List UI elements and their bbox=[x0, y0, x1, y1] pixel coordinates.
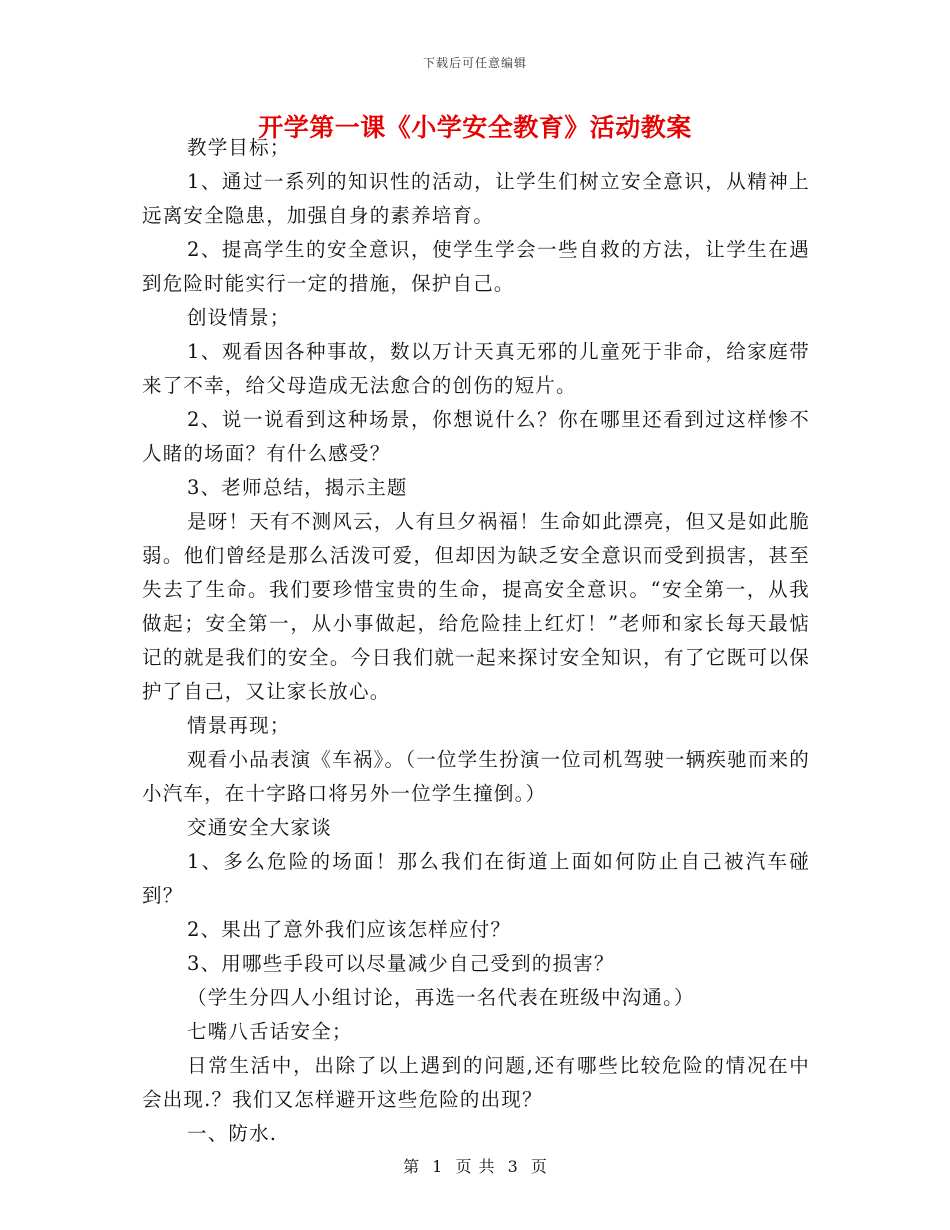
paragraph: 一、防水. bbox=[187, 1122, 278, 1145]
paragraph: （学生分四人小组讨论，再选一名代表在班级中沟通。） bbox=[187, 986, 695, 1009]
paragraph: 观看小品表演《车祸》。（一位学生扮演一位司机驾驶一辆疾驰而来的小汽车，在十字路口将另外一位学生撞倒。） bbox=[142, 748, 810, 805]
paragraph: 2、提高学生的安全意识，使学生学会一些自救的方法，让学生在遇到危险时能实行一定的措施，保护自己。 bbox=[142, 238, 810, 295]
document-title: 开学第一课《小学安全教育》活动教案 bbox=[258, 113, 692, 142]
footer-prefix: 第 bbox=[403, 1157, 420, 1176]
header-note: 下载后可任意编辑 bbox=[422, 56, 527, 70]
paragraph: 1、多么危险的场面！那么我们在街道上面如何防止自己被汽车碰到？ bbox=[142, 850, 810, 907]
paragraph: 日常生活中，出除了以上遇到的问题,还有哪些比较危险的情况在中会出现.？我们又怎样避开这些危险的出现？ bbox=[142, 1054, 810, 1111]
paragraph: 1、观看因各种事故，数以万计天真无邪的儿童死于非命，给家庭带来了不幸，给父母造成无法愈合的创伤的短片。 bbox=[142, 340, 810, 397]
paragraph: 情景再现； bbox=[187, 714, 291, 737]
paragraph: 3、用哪些手段可以尽量减少自己受到的损害？ bbox=[187, 952, 615, 975]
footer-total-pages: 3 bbox=[507, 1157, 518, 1176]
paragraph: 教学目标； bbox=[187, 136, 291, 159]
paragraph: 2、果出了意外我们应该怎样应付？ bbox=[187, 918, 512, 941]
footer-suffix: 页 bbox=[530, 1157, 547, 1176]
footer-page-number: 1 bbox=[432, 1157, 443, 1176]
paragraph: 3、老师总结，揭示主题 bbox=[187, 476, 408, 499]
page-footer bbox=[0, 1154, 950, 1177]
paragraph: 1、通过一系列的知识性的活动，让学生们树立安全意识，从精神上远离安全隐患，加强自身的素养培育。 bbox=[142, 170, 810, 227]
document-body bbox=[142, 131, 810, 1151]
paragraph: 交通安全大家谈 bbox=[187, 816, 332, 839]
paragraph: 创设情景； bbox=[187, 306, 291, 329]
paragraph: 是呀！天有不测风云，人有旦夕祸福！生命如此漂亮，但又是如此脆弱。他们曾经是那么活泼可爱，但却因为缺乏安全意识而受到损害，甚至失去了生命。我们要珍惜宝贵的生命，提高安全意识。“安全第一，从我做起；安全第一，从小事做起，给危险挂上红灯！”老师和家长每天最惦记的就是我们的安全。今日我们就一起来探讨安全知识，有了它既可以保护了自己，又让家长放心。 bbox=[142, 510, 810, 703]
paragraph: 2、说一说看到这种场景，你想说什么？你在哪里还看到过这样惨不人睹的场面？有什么感受？ bbox=[142, 408, 810, 465]
paragraph: 七嘴八舌话安全； bbox=[187, 1020, 353, 1043]
footer-middle: 页 共 bbox=[455, 1157, 495, 1176]
